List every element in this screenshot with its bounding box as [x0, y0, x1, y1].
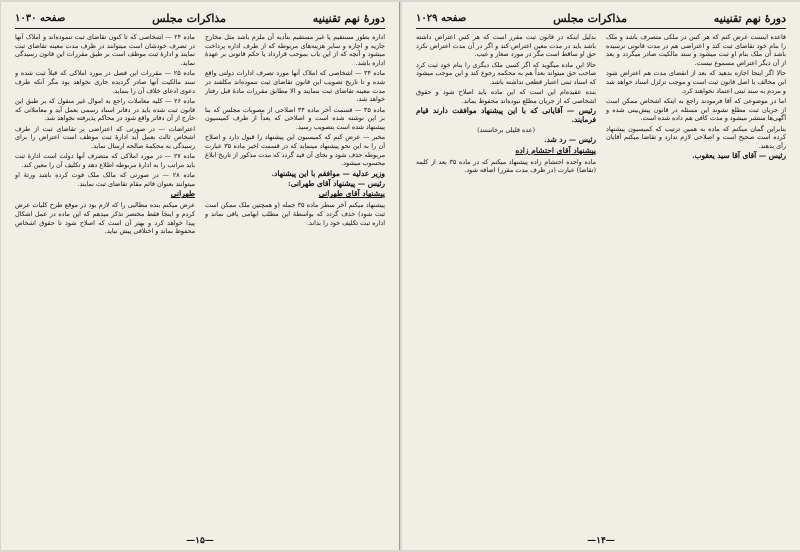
speaker-line: رئیس — آقای آقا سید یعقوب. [691, 151, 786, 161]
speaker-line: رئیس — آقایانی که با این پیشنهاد موافقت دارند قیام فرمایند. [416, 106, 596, 124]
speaker-heading: طهرانی [170, 189, 195, 199]
paragraph: بدلیل اینکه در قانون ثبت مقرر است که هر کس اعتراض داشته باشد باید در مدت معین اعتراض کند و اگر در آن مدت اعتراض نکرد حق او ساقط است مگر در مورد صغار و غیب. [416, 33, 596, 59]
column-right [205, 33, 385, 533]
header-page-number: صفحه ۱۰۲۹ [416, 12, 467, 24]
page-header [416, 10, 786, 26]
paragraph: مخبر — عرض کنم که کمیسیون این پیشنهاد را قبول دارد و اصلاح آن را به این نحو پیشنهاد مینماید که در قسمت اخیر ماده ۳۵ عبارت مربوطه حذف شود و بجای آن قید گردد که مدت مذکور از تاریخ ابلاغ محسوب میشود. [205, 133, 385, 168]
paragraph: بنده عقیده‌ام این است که این ماده باید اصلاح شود و حقوق اشخاصی که از جریان مطلع نبوده‌اند محفوظ بماند. [416, 88, 596, 105]
paragraph: اعتراضات — در صورتی که اعتراضی بر تقاضای ثبت از طرف اشخاص ثالث بعمل آید ادارهٔ ثبت موظف است اعتراض را برای رسیدگی به محکمهٔ صالحه ارسال نماید. [15, 124, 195, 150]
vote-note: (عده قلیلی برخاستند) [477, 126, 535, 135]
column-left [15, 33, 195, 533]
header-page-number: صفحه ۱۰۳۰ [15, 12, 66, 24]
header-rule [416, 28, 786, 29]
paragraph: ماده ۲۶ — کلیه معاملات راجع به اموال غیر منقول که بر طبق این قانون ثبت شده باید در دفاتر اسناد رسمی بعمل آید و معاملاتی که خارج از آن دفاتر واقع شود در محاکم پذیرفته نخواهد شد. [15, 96, 195, 123]
paragraph: ماده ۲۸ — در صورتی که مالک ملک فوت کرده باشد ورثهٔ او میتوانند بعنوان قائم مقام تقاضای ثبت نمایند. [15, 171, 195, 188]
page-footer-number: —۱۴— [587, 536, 615, 546]
speaker-line: وزیر عدلیه — موافقم با این پیشنهاد. [271, 168, 385, 178]
subheading: پیشنهاد آقای احتشام زاده [515, 145, 596, 155]
header-session: دورهٔ نهم تقنینیه [713, 11, 786, 25]
paragraph: پیشنهاد میکنم آخر سطر ماده ۳۵ جمله (و همچنین ملک ممکن است ثبت شود) حذف گردد که بواسطهٔ این مطلب ابهامی باقی نماند و اداره ثبت تکلیف خود را بداند. [205, 201, 385, 227]
paragraph: اما در موضوعی که آقا فرمودند راجع به اینکه اشخاص ممکن است از جریان ثبت مطلع نشوند این مسئله در قانون پیش‌بینی شده و آگهی‌ها منتشر میشود و مدت کافی هم داده شده است. [606, 96, 786, 123]
header-session: دورهٔ نهم تقنینیه [312, 11, 385, 25]
page-footer-number: —۱۵— [186, 536, 214, 546]
paragraph: حالا این ماده میگوید که اگر کسی ملک دیگری را بنام خود ثبت کرد صاحب حق میتواند بعداً هم به محکمه رجوع کند و این موجب میشود که اسناد ثبتی اعتبار قطعی نداشته باشد. [416, 60, 596, 87]
paragraph: ماده واحده احتشام زاده پیشنهاد میکنم که در ماده ۳۵ بعد از کلمه (تقاضا) عبارت (در ظرف مدت مقرر) اضافه شود. [416, 157, 596, 175]
text-columns [15, 33, 385, 533]
right-page [402, 2, 800, 550]
column-right [606, 33, 786, 533]
header-title: مذاکرات مجلس [553, 11, 628, 25]
header-title: مذاکرات مجلس [152, 11, 227, 25]
subheading: پیشنهاد آقای طهرانی [318, 189, 385, 199]
speaker-line: رئیس — رد شد. [544, 135, 596, 145]
paragraph: عرض میکنم بنده مطالبی را که لازم بود در موقع طرح کلیات عرض کردم و اینجا فقط مختصر تذکر میدهم که این ماده در عمل اشکال پیدا خواهد کرد و بهتر آن است که اصلاح شود تا حقوق اشخاص محفوظ بماند و اختلافی پیش نیاید. [15, 201, 195, 236]
speaker-line: رئیس — پیشنهاد آقای طهرانی: [287, 178, 385, 188]
paragraph: ماده ۳۵ — قسمت آخر ماده ۳۴ اصلاحی از مصوبات مجلس که بنا بر این نوشته شده است و اصلاحی که بعداً از طرف کمیسیون پیشنهاد شده است بتصویب رسید. [205, 105, 385, 132]
paragraph: ماده ۲۴ — اشخاصی که تا کنون تقاضای ثبت ننموده‌اند و املاک آنها در تصرف خودشان است میتوانند در ظرف مدت معینه تقاضای ثبت نمایند و ادارهٔ ثبت موظف است بر طبق مقررات این قانون رسیدگی نماید. [15, 33, 195, 68]
text-columns [416, 33, 786, 533]
paragraph: ماده ۳۴ — اشخاصی که املاک آنها مورد تصرف ادارات دولتی واقع شده و تا تاریخ تصویب این قانون تقاضای ثبت ننموده‌اند مکلفند در مدت معینه تقاضای ثبت بنمایند و الا مطابق مقررات مادهٔ قبل رفتار خواهد شد. [205, 69, 385, 104]
paragraph: ماده ۲۷ — در مورد املاکی که متصرف آنها دولت است ادارهٔ ثبت باید مراتب را به ادارهٔ مربوطه اطلاع دهد و تکلیف آن را معین کند. [15, 152, 195, 169]
header-rule [15, 28, 385, 29]
column-left [416, 33, 596, 533]
left-page [1, 2, 399, 550]
paragraph: اداره بطور مستقیم یا غیر مستقیم بتأدیه آن ملزم باشد مثل مخارج جاریه و اجاره و سایر هزینه‌های مربوطه که از طرف اداره پرداخت میشود و آنچه که از این باب بموجب قرارداد یا حکم قانونی بر عهدهٔ اداره باشد. [205, 33, 385, 68]
book-gutter [399, 2, 400, 550]
paragraph: بنابراین گمان میکنم که ماده به همین ترتیب که کمیسیون پیشنهاد کرده است صحیح است و اصلاحی لازم ندارد و تقاضا میکنم آقایان رأی بدهند. [606, 124, 786, 150]
paragraph: ماده ۲۵ — مقررات این فصل در مورد املاکی که قبلاً ثبت شده و سند مالکیت آنها صادر گردیده جاری نخواهد بود مگر آنکه طرف دعوی ادعای خلاف آن را بنماید. [15, 69, 195, 95]
paragraph: حالا اگر اینجا اجازه بدهید که بعد از انقضای مدت هم اعتراض شود این مخالف با اصل قانون ثبت است و موجب تزلزل اسناد خواهد شد و مردم به سند ثبتی اعتماد نخواهند کرد. [606, 69, 786, 95]
paragraph: قاعده اینست عرض کنم که هر کس در ملکی متصرف باشد و ملک را بنام خود تقاضای ثبت کند و اعتراضی هم در مدت قانونی نرسیده باشد آن ملک بنام او ثبت میشود و سند مالکیت صادر میگردد و بعد از آن دیگر اعتراض مسموع نیست. [606, 33, 786, 68]
page-header [15, 10, 385, 26]
